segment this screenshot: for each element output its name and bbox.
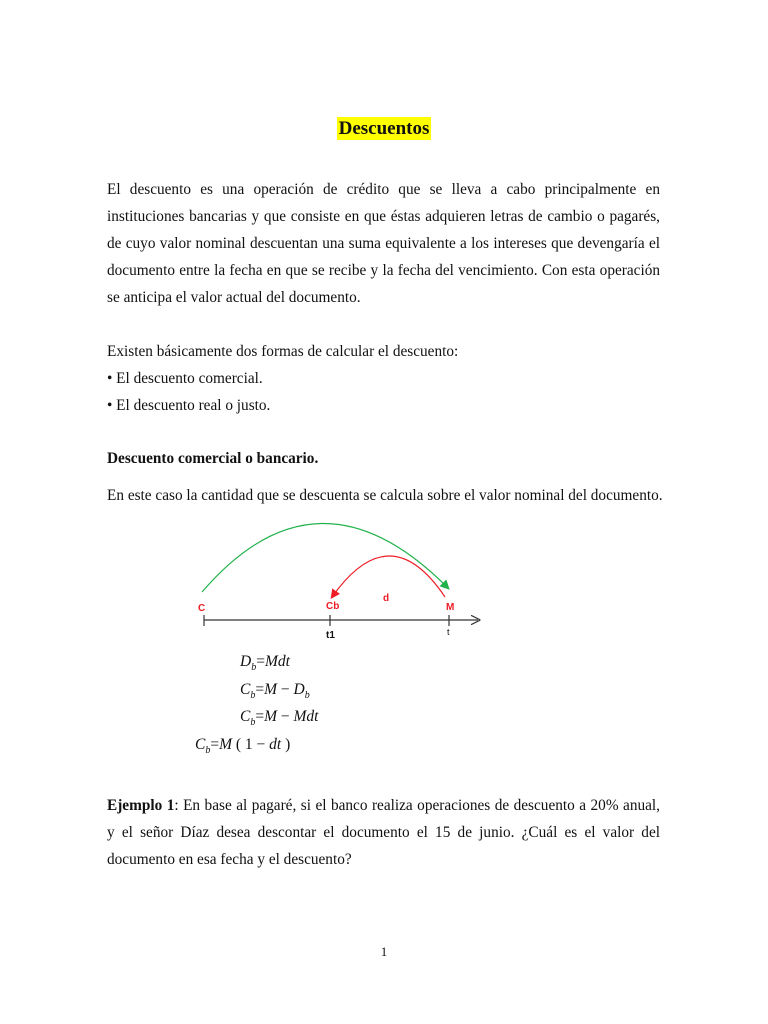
label-cb: Cb bbox=[326, 601, 340, 612]
forms-intro: Existen básicamente dos formas de calcular el descuento: bbox=[107, 343, 459, 360]
page-title bbox=[0, 118, 768, 140]
formula-cb-2: $C_b=M$ − Mdt bbox=[240, 708, 319, 729]
section-text: En este caso la cantidad que se descuenta se calcula sobre el valor nominal del documento. bbox=[107, 487, 663, 504]
intro-paragraph: El descuento es una operación de crédito que se lleva a cabo principalmente en instituciones bancarias y que consiste en que éstas adquieren letras de cambio o pagarés, de cuyo valor nominal descuentan una suma equivalente a los intereses que devengaría el documento entre la fecha en que se recibe y la fecha del vencimiento. Con esta operación se anticipa el valor actual del documento. bbox=[107, 181, 660, 306]
section-heading: Descuento comercial o bancario. bbox=[107, 450, 319, 467]
example-paragraph bbox=[107, 792, 660, 873]
red-arc bbox=[332, 556, 445, 597]
title-highlight: Descuentos bbox=[338, 118, 430, 139]
label-t: t bbox=[447, 627, 450, 637]
green-arc bbox=[202, 523, 448, 592]
discount-timeline-diagram bbox=[190, 505, 490, 645]
label-m: M bbox=[446, 602, 455, 613]
formula-cb-1: $C_b=M - D_b$ bbox=[240, 681, 310, 702]
bullet-comercial: • El descuento comercial. bbox=[107, 370, 263, 387]
bullet-real: • El descuento real o justo. bbox=[107, 397, 271, 414]
example-label: Ejemplo 1 bbox=[107, 797, 175, 814]
label-c: C bbox=[198, 603, 206, 614]
page-number: 1 bbox=[380, 944, 388, 959]
label-d: d bbox=[383, 593, 390, 604]
label-t1: t1 bbox=[326, 630, 335, 641]
formula-cb-3: $C_b=M$ ( 1 − dt ) bbox=[195, 736, 291, 757]
example-text: : En base al pagaré, si el banco realiza operaciones de descuento a 20% anual, y el señor Díaz desea descontar el documento el 15 de junio. ¿Cuál es el valor del documento en esa fecha y el descuento? bbox=[107, 797, 660, 868]
formula-db: $D_b=Mdt$ bbox=[240, 653, 290, 674]
